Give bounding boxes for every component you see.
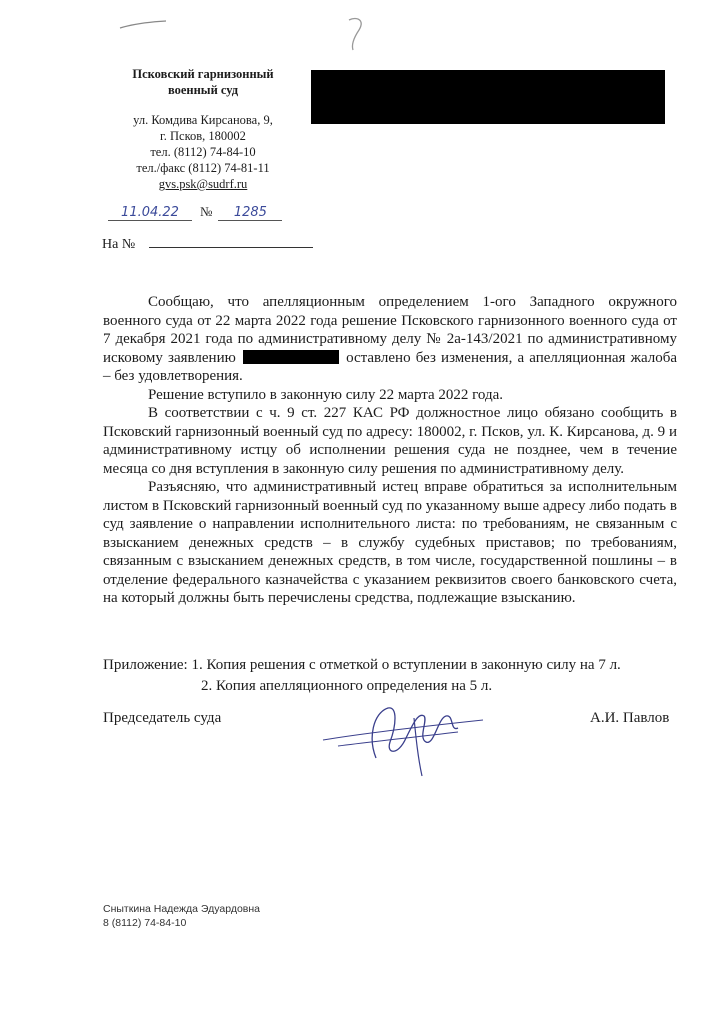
paragraph-1 [103,293,677,386]
paragraph-2: Решение вступило в законную силу 22 марта 2022 года. [148,386,504,403]
court-email: gvs.psk@sudrf.ru [158,177,248,191]
number-sign: № [200,204,213,219]
attachment-item-1: 1. Копия решения с отметкой о вступлении в законную силу на 7 л. [191,657,621,673]
court-phone: тел. (8112) 74-84-10 [150,145,256,159]
attachment-item-2: 2. Копия апелляционного определения на 5 л. [201,678,493,694]
reply-to-line [102,234,313,253]
executor-name: Сныткина Надежда Эдуардовна [103,903,261,915]
reply-to-blank [149,234,313,248]
court-name-line1: Псковский гарнизонный [132,67,274,81]
outgoing-reference [108,204,282,221]
reply-to-label: На № [102,237,136,252]
attachments-label: Приложение: [103,657,188,673]
letter-body [103,293,677,608]
redacted-plaintiff [243,350,339,364]
court-fax: тел./факс (8112) 74-81-11 [136,161,270,175]
court-letterhead [112,66,294,192]
pen-mark [118,18,168,32]
handwritten-page-mark [343,14,369,54]
court-address-line1: ул. Комдива Кирсанова, 9, [133,113,273,127]
outgoing-number: 1285 [218,205,282,221]
executor-info [103,902,260,930]
executor-phone: 8 (8112) 74-84-10 [103,917,187,929]
signature [318,698,488,778]
paragraph-1-start: Сообщаю, что апелляционным определением 1-ого Западного окружного военного суда от 22 марта 2022 года решение Псковского гарнизонного военного суда от 7 декабря 2021 года по административному делу № 2а-143/2021 по административному исковому заявлению [103,294,677,366]
outgoing-date: 11.04.22 [108,205,192,221]
signatory-name: А.И. Павлов [590,710,670,726]
paragraph-3: В соответствии с ч. 9 ст. 227 КАС РФ должностное лицо обязано сообщить в Псковский гарнизонный военный суд по адресу: 180002, г. Псков, ул. К. Кирсанова, д. 9 и административному истцу об исполнении решения суда не позднее, чем в течение месяца со дня вступления в законную силу решения по административному делу. [103,405,677,477]
paragraph-4: Разъясняю, что административный истец вправе обратиться за исполнительным листом в Псковский гарнизонный военный суд по указанному выше адресу либо подать в суд заявление о направлении исполнительного листа: по требованиям, не связанным с взысканием денежных средств – в службу судебных приставов; по требованиям, связанным с взысканием денежных средств, в том числе, государственной пошлины – в отделение федерального казначейства с указанием реквизитов своего банковского счета, на который должны быть перечислены средства, подлежащие взысканию. [103,479,677,606]
signatory-title: Председатель суда [103,710,222,726]
court-name-line2: военный суд [167,83,239,97]
attachments [103,655,621,697]
court-address-line2: г. Псков, 180002 [160,129,246,143]
paragraph-1-end: оставлено без изменения, а апелляционная жалоба – без удовлетворения. [103,349,678,384]
redacted-addressee [311,70,665,124]
